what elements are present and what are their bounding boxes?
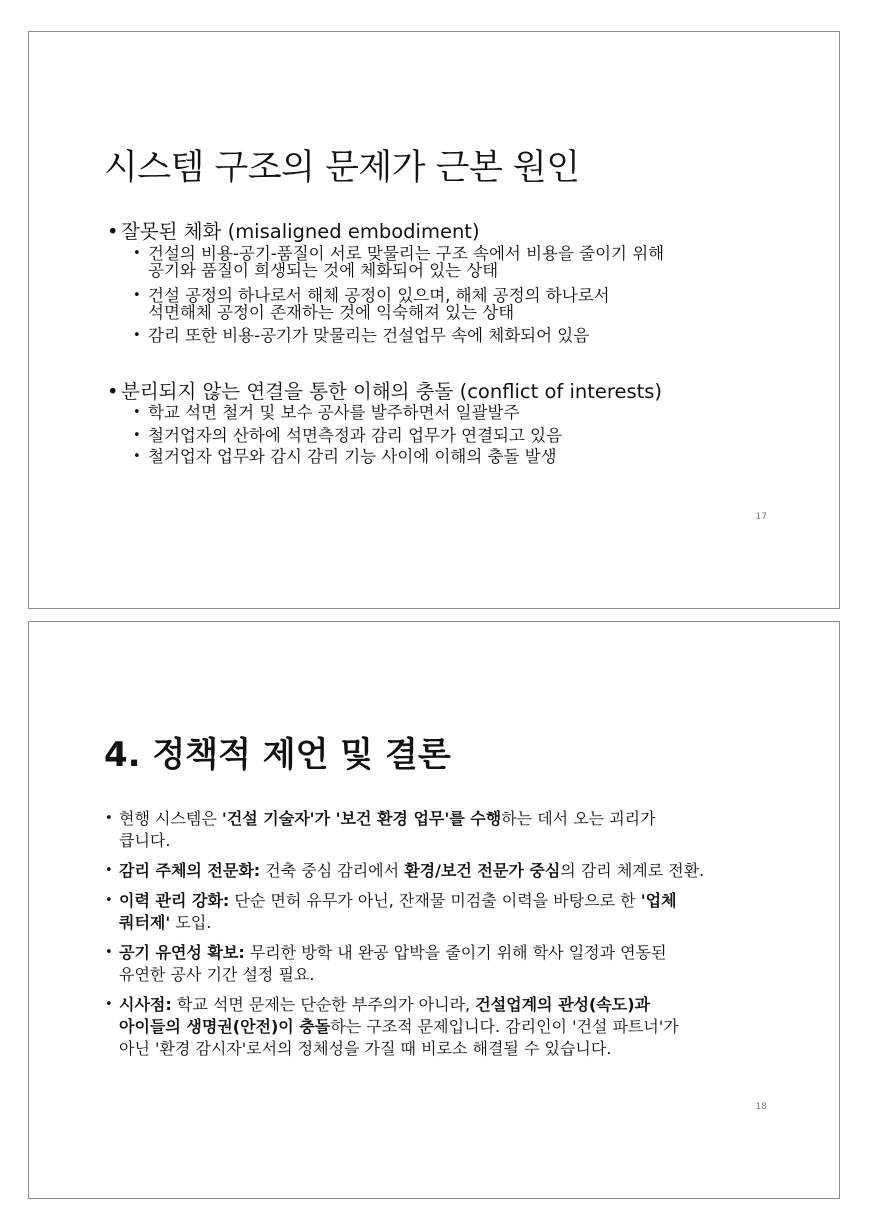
sub-bullet-line: 철거업자의 산하에 석면측정과 감리 업무가 연결되고 있음 [148, 426, 563, 445]
text-run: 무리한 방학 내 완공 압박을 줄이기 위해 학사 일정과 연동된 [244, 943, 667, 962]
bullet-line [119, 1016, 775, 1038]
bullet-icon: • [133, 405, 141, 420]
bullet-icon: • [107, 380, 119, 403]
bold-run: '업체 [640, 891, 677, 910]
sub-bullet [133, 287, 610, 321]
bullet-icon: • [105, 893, 113, 908]
bullet-history-management [105, 890, 775, 934]
bullet-line [119, 860, 775, 882]
bullet-icon: • [133, 328, 141, 343]
bullet-label: 시사점: [119, 995, 172, 1014]
page-number: 17 [755, 512, 767, 522]
bullet-implications [105, 994, 775, 1060]
sub-bullet-line: 철거업자 업무와 감시 감리 기능 사이에 이해의 충돌 발생 [148, 447, 557, 466]
text-run: 학교 석면 문제는 단순한 부주의가 아니라, [171, 995, 476, 1014]
bullet-label: 공기 유연성 확보: [119, 943, 245, 962]
bullet-icon: • [105, 863, 113, 878]
bullet-text: 잘못된 체화 (misaligned embodiment) [121, 220, 480, 243]
bullet-label: 감리 주체의 전문화: [119, 861, 261, 880]
bold-run: 건설업계의 관성(속도)과 [475, 995, 650, 1014]
bullet-misaligned-embodiment [107, 216, 480, 244]
bullet-current-system [105, 808, 775, 852]
bullet-icon: • [133, 428, 141, 443]
bullet-icon: • [107, 220, 119, 243]
bullet-line: 유연한 공사 기간 설정 필요. [119, 965, 315, 984]
sub-bullet-line: 석면해체 공정이 존재하는 것에 익숙해져 있는 상태 [148, 303, 515, 322]
bullet-line [119, 808, 775, 830]
slide-17 [28, 31, 840, 609]
sub-bullet-line: 학교 석면 철거 및 보수 공사를 발주하면서 일괄발주 [148, 403, 520, 422]
bullet-icon: • [133, 449, 141, 464]
bold-run: 환경/보건 전문가 중심 [404, 861, 561, 880]
bullet-line [119, 994, 775, 1016]
text-run: 단순 면허 유무가 아닌, 잔재물 미검출 이력을 바탕으로 한 [229, 891, 641, 910]
bold-run: 아이들의 생명권(안전)이 충돌 [119, 1017, 331, 1036]
bullet-icon: • [105, 945, 113, 960]
sub-bullet [133, 327, 589, 344]
sub-bullet-line: 건설의 비용-공기-품질이 서로 맞물리는 구조 속에서 비용을 줄이기 위해 [148, 244, 665, 263]
bold-run: '건설 기술자'가 '보건 환경 업무'를 수행 [221, 809, 502, 828]
page-number: 18 [755, 1102, 767, 1112]
bullet-schedule-flexibility [105, 942, 775, 986]
slide-title: 시스템 구조의 문제가 근본 원인 [104, 148, 580, 188]
bullet-line: 큽니다. [119, 831, 171, 850]
bullet-line [119, 942, 775, 964]
bullet-text: 분리되지 않는 연결을 통한 이해의 충돌 (conflict of interests) [121, 380, 663, 403]
bullet-icon: • [133, 246, 141, 261]
bullet-icon: • [105, 997, 113, 1012]
text-run: 하는 구조적 문제입니다. 감리인이 '건설 파트너'가 [330, 1017, 679, 1036]
sub-bullet [133, 427, 562, 444]
text-run: 건축 중심 감리에서 [260, 861, 405, 880]
text-run: 도입. [170, 913, 212, 932]
bullet-label: 이력 관리 강화: [119, 891, 230, 910]
slide-18 [28, 621, 840, 1199]
text-run: 하는 데서 오는 괴리가 [501, 809, 656, 828]
sub-bullet [133, 245, 664, 279]
bullet-icon: • [133, 288, 141, 303]
slide-title: 4. 정책적 제언 및 결론 [104, 735, 451, 775]
sub-bullet [133, 404, 519, 421]
bullet-icon: • [105, 811, 113, 826]
sub-bullet [133, 448, 557, 465]
sub-bullet-line: 공기와 품질이 희생되는 것에 체화되어 있는 상태 [148, 261, 499, 280]
text-run: 의 감리 체계로 전환. [560, 861, 705, 880]
sub-bullet-line: 감리 또한 비용-공기가 맞물리는 건설업무 속에 체화되어 있음 [148, 326, 590, 345]
text-run: 현행 시스템은 [119, 809, 222, 828]
sub-bullet-line: 건설 공정의 하나로서 해체 공정이 있으며, 해체 공정의 하나로서 [148, 286, 610, 305]
bullet-line: 아닌 '환경 감시자'로서의 정체성을 가질 때 비로소 해결될 수 있습니다. [119, 1039, 612, 1058]
bold-run: 쿼터제' [119, 913, 171, 932]
bullet-line [119, 890, 775, 912]
bullet-line [119, 912, 775, 934]
bullet-specialization [105, 860, 775, 882]
bullet-conflict-of-interests [107, 376, 662, 404]
